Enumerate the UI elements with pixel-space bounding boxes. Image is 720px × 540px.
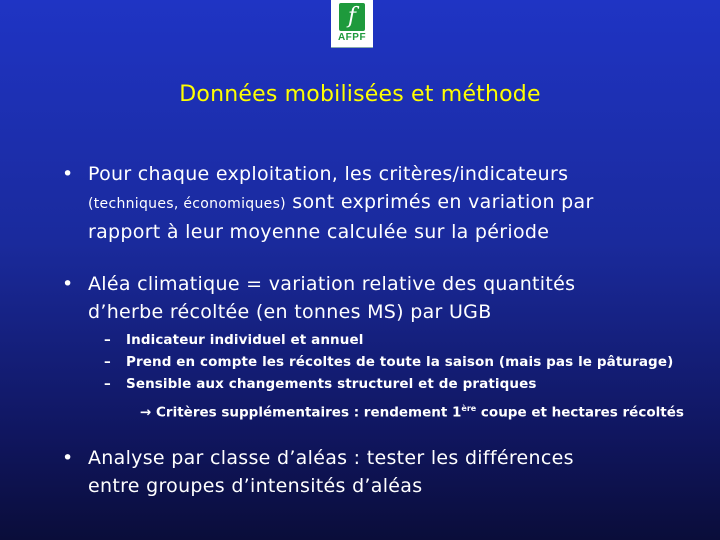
note-text-after: coupe et hectares récoltés — [476, 404, 684, 421]
bullet-1 — [62, 160, 594, 246]
bullet-1-line-3: rapport à leur moyenne calculée sur la période — [88, 221, 550, 243]
bullet-dot: • — [62, 273, 74, 295]
dash-marker: – — [104, 376, 111, 392]
subitem-3 — [104, 373, 536, 395]
bullet-3 — [62, 444, 574, 500]
bullet-1-line-2 — [88, 188, 594, 218]
bullet-2 — [62, 270, 575, 326]
bullet-2-line-2: d’herbe récoltée (en tonnes MS) par UGB — [88, 301, 492, 323]
subitem-3-text: Sensible aux changements structurel et de pratiques — [126, 376, 537, 392]
note-text-before: Critères supplémentaires : rendement 1 — [156, 404, 462, 421]
logo-mark: f — [339, 3, 365, 31]
bullet-1-line-2-rest: sont exprimés en variation par — [285, 191, 594, 213]
bullet-1-line-1: Pour chaque exploitation, les critères/indicateurs — [88, 163, 569, 185]
subitem-2-text: Prend en compte les récoltes de toute la saison (mais pas le pâturage) — [126, 354, 674, 370]
logo-text: AFPF — [337, 32, 367, 43]
bullet-dot: • — [62, 447, 74, 469]
note-line — [140, 398, 684, 424]
dash-marker: – — [104, 332, 111, 348]
slide-title: Données mobilisées et méthode — [179, 82, 541, 107]
bullet-2-line-1: Aléa climatique = variation relative des quantités — [88, 273, 576, 295]
note-superscript: ère — [461, 404, 477, 413]
subitem-2 — [104, 351, 673, 373]
arrow-icon: → — [140, 404, 152, 421]
subitem-1 — [104, 329, 363, 351]
bullet-3-line-2: entre groupes d’intensités d’aléas — [88, 475, 423, 497]
bullet-1-small-text: (techniques, économiques) — [88, 196, 286, 212]
bullet-3-line-1: Analyse par classe d’aléas : tester les différences — [88, 447, 574, 469]
bullet-dot: • — [62, 163, 74, 185]
dash-marker: – — [104, 354, 111, 370]
subitem-1-text: Indicateur individuel et annuel — [126, 332, 364, 348]
afpf-logo — [331, 0, 373, 48]
